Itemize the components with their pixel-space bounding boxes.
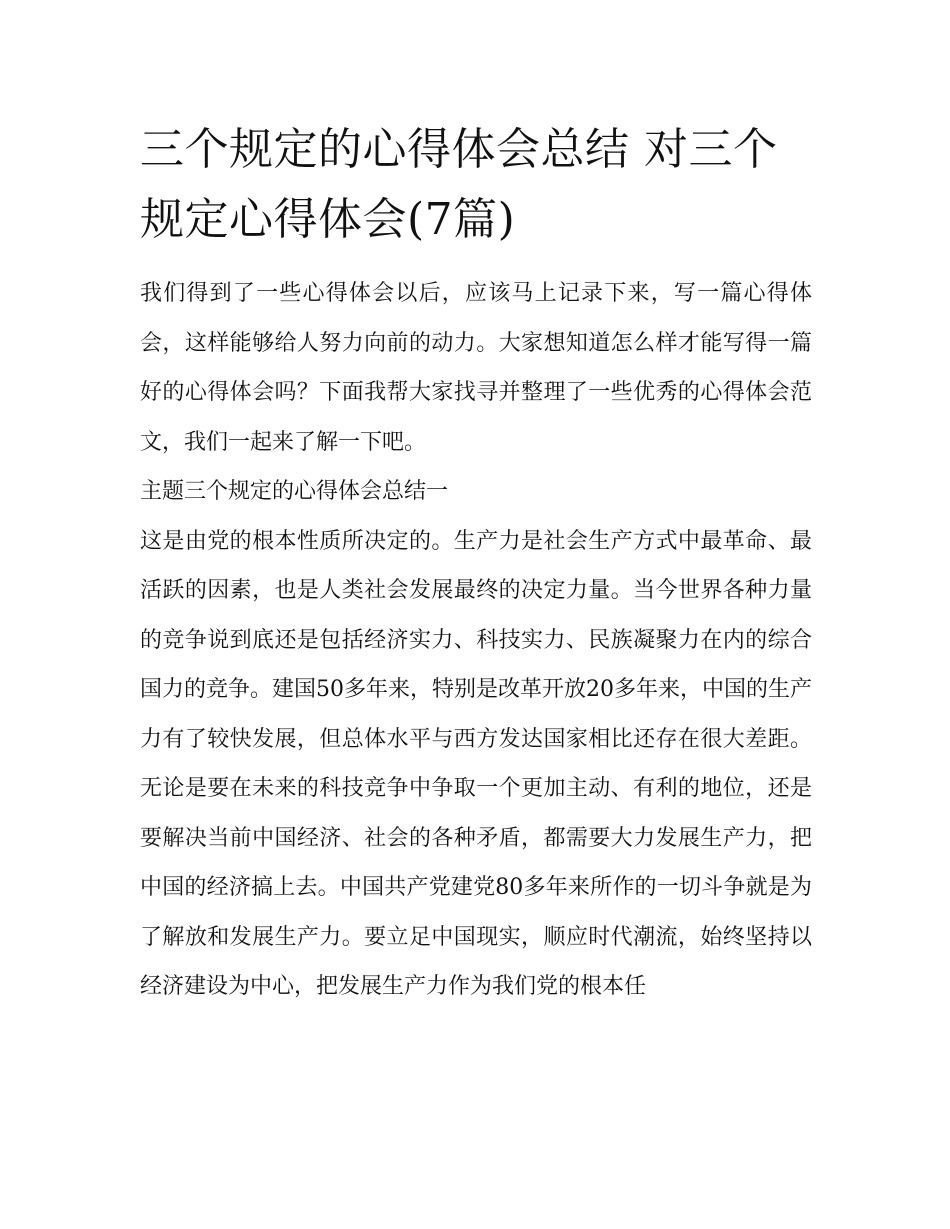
intro-paragraph: 我们得到了一些心得体会以后，应该马上记录下来，写一篇心得体会，这样能够给人努力向前的动力。大家想知道怎么样才能写得一篇好的心得体会吗？下面我帮大家找寻并整理了一些优秀的心得体会范文，我们一起来了解一下吧。 <box>140 281 812 455</box>
section-heading: 主题三个规定的心得体会总结一 <box>140 479 449 504</box>
document-title: 三个规定的心得体会总结 对三个规定心得体会(7篇) <box>140 124 778 245</box>
document-content <box>140 115 812 1012</box>
body-paragraph: 这是由党的根本性质所决定的。生产力是社会生产方式中最革命、最活跃的因素，也是人类社会发展最终的决定力量。当今世界各种力量的竞争说到底还是包括经济实力、科技实力、民族凝聚力在内的综合国力的竞争。建国50多年来，特别是改革开放20多年来，中国的生产力有了较快发展，但总体水平与西方发达国家相比还存在很大差距。无论是要在未来的科技竞争中争取一个更加主动、有利的地位，还是要解决当前中国经济、社会的各种矛盾，都需要大力发展生产力，把中国的经济搞上去。中国共产党建党80多年来所作的一切斗争就是为了解放和发展生产力。要立足中国现实，顺应时代潮流，始终坚持以经济建设为中心，把发展生产力作为我们党的根本任 <box>140 528 812 999</box>
